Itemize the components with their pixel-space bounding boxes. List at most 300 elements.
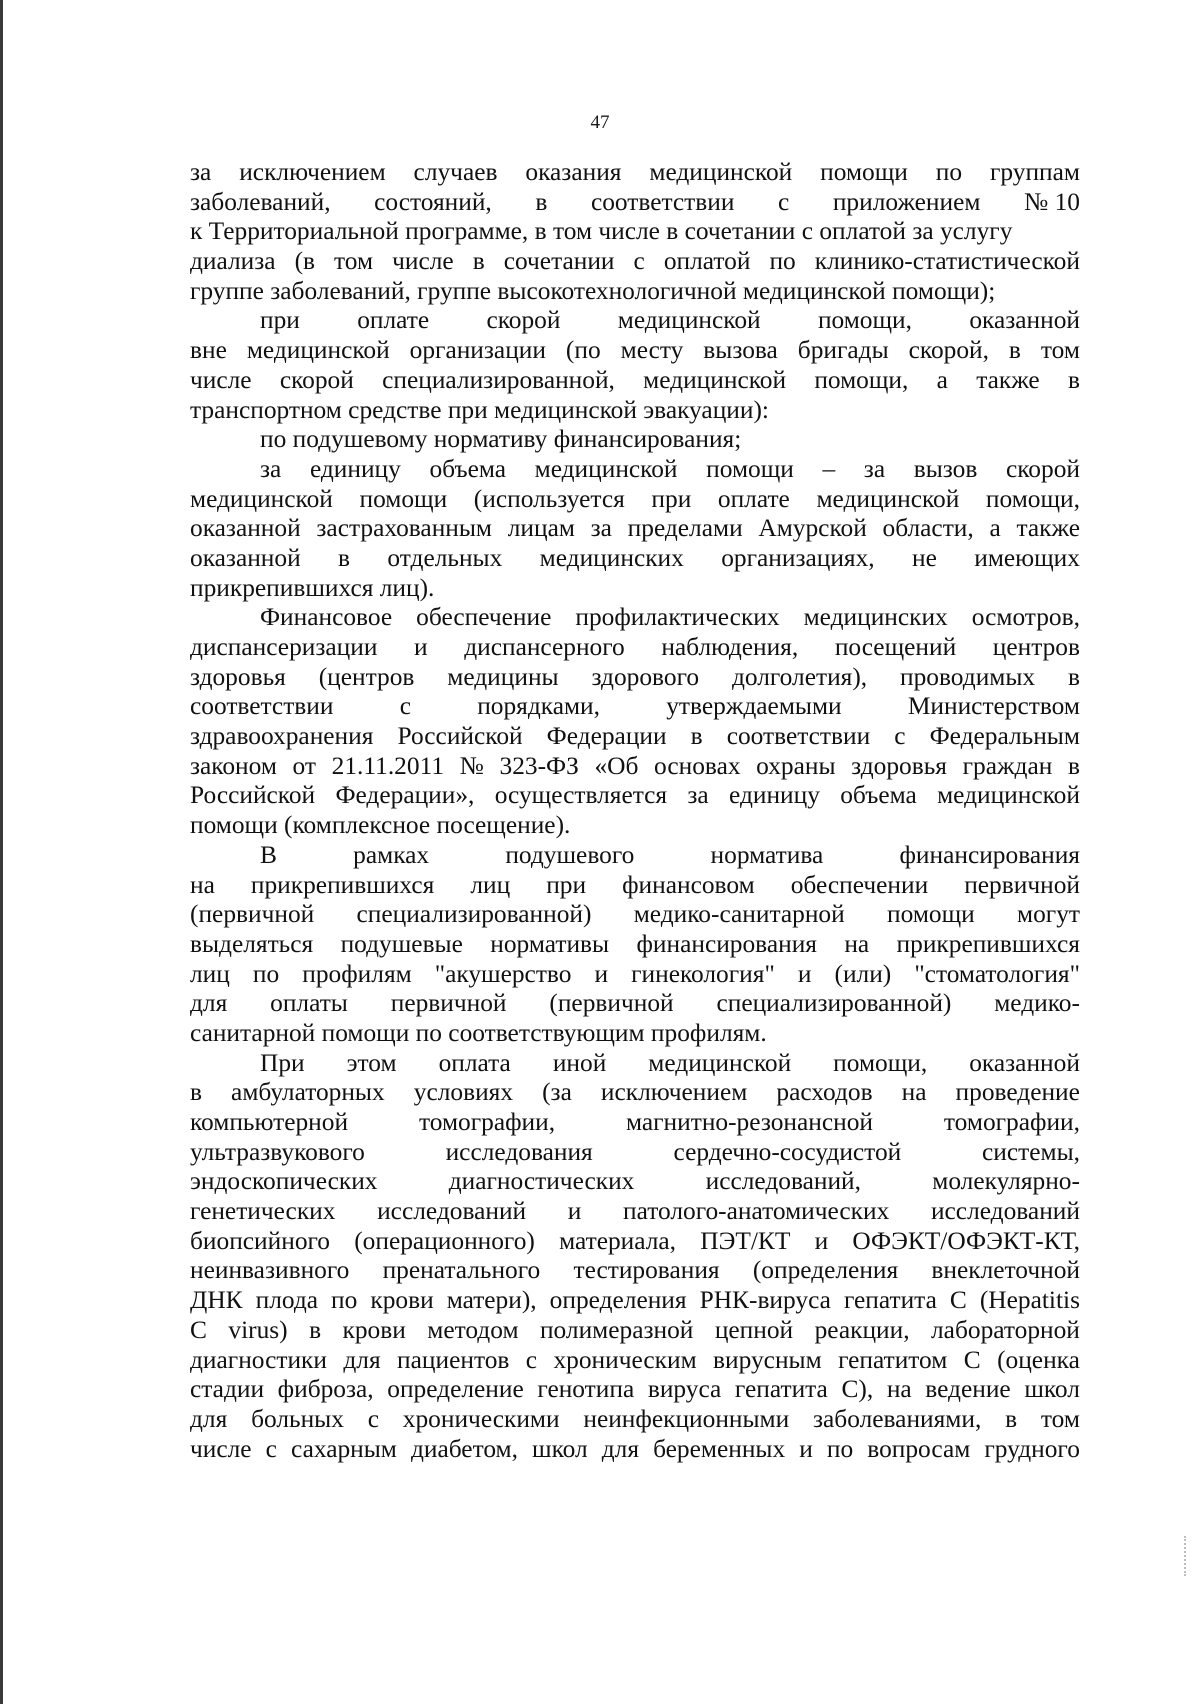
word: в — [472, 247, 485, 276]
word: медицинской — [643, 365, 787, 394]
word: на — [190, 870, 215, 899]
word: "стоматология" — [914, 959, 1080, 988]
word: вопросам — [867, 1434, 971, 1463]
word: "акушерство — [434, 959, 572, 988]
word: неинвазивного — [190, 1256, 350, 1285]
word: сердечно-сосудистой — [673, 1137, 902, 1166]
word: отдельных — [387, 543, 503, 572]
word: иной — [552, 1048, 607, 1077]
word: обеспечении — [790, 870, 929, 899]
text-line: к Территориальной программе, в том числе в сочетании с оплатой за услугу — [190, 217, 1013, 246]
word: организации — [409, 336, 546, 365]
word: по — [252, 959, 280, 988]
word: помощи — [887, 900, 975, 929]
word: вне — [190, 336, 227, 365]
word: числе — [392, 247, 454, 276]
word: скорой, — [908, 336, 989, 365]
word: области, — [882, 514, 974, 543]
word: также — [1016, 514, 1080, 543]
word: в — [1008, 336, 1021, 365]
word: вызова — [703, 336, 778, 365]
word: подушевые — [340, 929, 463, 958]
word: (оценка — [997, 1345, 1080, 1374]
text-line — [190, 366, 1080, 396]
text-line — [190, 1078, 1080, 1108]
word: в — [1005, 1404, 1018, 1433]
word: объема — [840, 781, 917, 810]
word: могут — [1017, 900, 1080, 929]
word: ПЭТ/КТ — [700, 1226, 791, 1255]
word: пределами — [627, 514, 743, 543]
word: условиях — [413, 1078, 514, 1107]
word: исследований, — [705, 1167, 861, 1196]
word: в — [1067, 365, 1080, 394]
text-line — [190, 930, 1080, 960]
text-line — [190, 722, 1080, 752]
text-line: санитарной помощи по соответствующим профилям. — [190, 1018, 767, 1047]
word: бригады — [797, 336, 889, 365]
word: (операционного) — [354, 1226, 535, 1255]
word: медицинских — [539, 543, 684, 572]
word: цепной — [714, 1315, 794, 1344]
word: рамках — [353, 840, 430, 869]
word: медицинской — [246, 336, 390, 365]
word: финансирования — [899, 840, 1080, 869]
word: заболеваний, — [190, 187, 331, 216]
word: для — [601, 1434, 640, 1463]
word: генотипа — [537, 1375, 635, 1404]
scan-edge-line — [0, 0, 3, 1704]
word: соответствии — [190, 692, 334, 721]
word: определение — [387, 1375, 524, 1404]
word: Финансовое — [260, 603, 393, 632]
word: помощи, — [833, 1048, 928, 1077]
page-number: 47 — [590, 112, 610, 133]
text-line: прикрепившихся лиц). — [190, 573, 435, 602]
word: гепатита — [734, 1375, 828, 1404]
word: подушевого — [505, 840, 635, 869]
word: группам — [989, 158, 1080, 186]
word: диабетом, — [410, 1434, 518, 1463]
word: вирусным — [713, 1345, 822, 1374]
word: в — [190, 1078, 202, 1107]
word: Российской — [190, 781, 316, 810]
text-line — [190, 544, 1080, 574]
word: хроническим — [553, 1345, 697, 1374]
word: имеющих — [974, 543, 1080, 572]
word: помощи — [820, 158, 908, 186]
text-line — [190, 633, 1080, 663]
word: ведение — [925, 1375, 1011, 1404]
word: том — [1040, 1404, 1080, 1433]
word: посещений — [834, 633, 957, 661]
word: и — [814, 1226, 829, 1255]
word: Федерации — [546, 722, 667, 751]
word: исключением — [600, 1078, 748, 1107]
word: исследований — [930, 1197, 1080, 1226]
word: компьютерной — [190, 1108, 349, 1136]
word: исследований — [377, 1197, 527, 1226]
word: скорой — [279, 365, 354, 394]
word: том — [334, 247, 374, 276]
word: 21.11.2011 — [331, 751, 445, 780]
word: крови — [370, 1286, 434, 1315]
word: объема — [429, 454, 507, 483]
word: и — [567, 1197, 582, 1226]
word: за — [260, 454, 282, 483]
text-line: по подушевому нормативу финансирования; — [260, 425, 742, 454]
word: С — [949, 1286, 967, 1315]
text-line — [190, 781, 1080, 811]
word: за — [863, 454, 886, 483]
word: соответствии — [726, 722, 871, 751]
word: пренатального — [382, 1256, 541, 1285]
word: соответствии — [590, 187, 735, 216]
word: стадии — [190, 1375, 265, 1404]
word: – — [822, 454, 836, 483]
word: с — [777, 187, 790, 216]
word: здоровья — [190, 662, 286, 691]
word: и — [799, 1434, 813, 1463]
word: эндоскопических — [190, 1167, 378, 1196]
word: организациях, — [721, 543, 875, 572]
word: от — [292, 751, 317, 780]
margin-scan-mark — [1184, 1536, 1188, 1576]
word: медицинской — [649, 158, 793, 186]
word: тестирования — [573, 1256, 720, 1285]
text-line — [190, 247, 1080, 277]
word: скорой — [1005, 454, 1080, 483]
word: исключением — [239, 158, 386, 186]
text-line — [190, 692, 1080, 722]
word: (или) — [834, 959, 892, 988]
word: числе — [190, 1434, 252, 1463]
word: медицинской — [190, 484, 333, 513]
word: Российской — [397, 722, 523, 751]
word: фиброза, — [277, 1375, 374, 1404]
word: С — [963, 1345, 981, 1374]
text-line — [190, 1286, 1080, 1316]
word: (Hepatitis — [979, 1286, 1080, 1315]
word: месту — [620, 336, 684, 365]
word: для — [190, 989, 228, 1018]
word: с — [894, 722, 906, 751]
word: а — [989, 514, 1001, 543]
word: диагностических — [448, 1167, 635, 1196]
text-line: транспортном средстве при медицинской эвакуации): — [190, 395, 769, 424]
word: вируса — [647, 1375, 722, 1404]
word: с — [633, 247, 645, 276]
word: лиц — [190, 959, 230, 988]
text-line — [190, 752, 1080, 782]
word: РНК-вируса — [699, 1286, 831, 1315]
word: гепатита — [843, 1286, 937, 1315]
word: биопсийного — [190, 1226, 330, 1255]
word: осуществляется — [494, 781, 668, 810]
word: школ — [532, 1434, 588, 1463]
word: центров — [992, 633, 1080, 661]
word: Федеральным — [929, 722, 1080, 751]
word: в — [1067, 751, 1080, 780]
word: лицам — [507, 514, 575, 543]
text-line — [190, 1138, 1080, 1168]
word: исследования — [445, 1137, 593, 1166]
word: реакции, — [814, 1315, 910, 1344]
word: долголетия), — [731, 662, 868, 691]
text-line — [190, 1167, 1080, 1197]
text-line — [190, 514, 1080, 544]
word: том — [1040, 336, 1080, 365]
word: При — [260, 1048, 305, 1077]
word: в — [309, 1315, 322, 1344]
text-line — [190, 306, 1080, 336]
word: 323-ФЗ — [499, 751, 579, 780]
text-line — [190, 663, 1080, 693]
word: № — [459, 751, 484, 780]
word: наблюдения, — [661, 633, 799, 661]
word: финансирования — [636, 929, 817, 958]
word: оплате — [357, 306, 430, 335]
word: порядками, — [477, 692, 600, 721]
text-line — [190, 1108, 1080, 1138]
word: ДНК — [190, 1286, 243, 1315]
word: осмотров, — [971, 603, 1080, 632]
word: сахарным — [290, 1434, 397, 1463]
word: профилактических — [575, 603, 780, 632]
text-line — [190, 989, 1080, 1019]
word: лабораторной — [931, 1315, 1080, 1344]
word: оказанной — [190, 514, 301, 543]
text-line: группе заболеваний, группе высокотехнологичной медицинской помощи); — [190, 276, 996, 305]
document-body — [190, 158, 1080, 1464]
word: для — [190, 1404, 228, 1433]
word: случаев — [413, 158, 498, 186]
word: (центров — [318, 662, 415, 691]
word: расходов — [776, 1078, 873, 1107]
word: медицинской — [648, 1048, 792, 1077]
word: за — [190, 158, 212, 186]
word: медицинской — [534, 454, 678, 483]
word: в — [690, 722, 703, 751]
word: помощи, — [817, 306, 912, 335]
word: с — [525, 1345, 538, 1374]
word: диализа — [190, 247, 276, 276]
word: томографии, — [418, 1108, 556, 1136]
text-line — [190, 1435, 1080, 1465]
text-line — [190, 485, 1080, 515]
word: на — [901, 1078, 927, 1107]
text-line — [190, 1346, 1080, 1376]
word: молекулярно- — [932, 1167, 1080, 1196]
text-line — [190, 960, 1080, 990]
word: Министерством — [907, 692, 1080, 721]
word: методом — [427, 1315, 519, 1344]
word: медицинской — [617, 306, 761, 335]
word: оплатой — [663, 247, 751, 276]
text-line — [190, 336, 1080, 366]
word: заболеваниями, — [813, 1404, 982, 1433]
word: этом — [346, 1048, 397, 1077]
word: медицинской — [816, 484, 960, 513]
word: и — [414, 633, 428, 661]
word: помощи, — [814, 365, 909, 394]
word: диагностики — [190, 1345, 327, 1374]
word: первичной — [390, 989, 507, 1018]
word: С), — [841, 1375, 874, 1404]
word: гепатитом — [838, 1345, 948, 1374]
word: системы, — [982, 1137, 1080, 1166]
word: оказанной — [969, 306, 1080, 335]
word: (используется — [473, 484, 625, 513]
word: в — [1067, 662, 1080, 691]
word: помощи — [359, 484, 448, 513]
word: virus) — [228, 1315, 288, 1344]
text-line — [190, 841, 1080, 871]
word: на — [844, 929, 870, 958]
word: по — [826, 1434, 854, 1463]
word: (первичной — [190, 900, 315, 929]
word: ультразвукового — [190, 1137, 365, 1166]
word: сочетании — [503, 247, 615, 276]
word: проводимых — [900, 662, 1036, 691]
word: за — [590, 514, 612, 543]
word: медико- — [994, 989, 1080, 1018]
word: единицу — [309, 454, 401, 483]
word: гинекология" — [631, 959, 775, 988]
word: по — [769, 247, 796, 276]
text-line — [190, 1227, 1080, 1257]
word: амбулаторных — [231, 1078, 385, 1107]
word: единицу — [729, 781, 820, 810]
word: генетических — [190, 1197, 336, 1226]
word: по — [935, 158, 963, 186]
word: а — [936, 365, 948, 394]
word: хроническими — [402, 1404, 560, 1433]
word: школ — [1024, 1375, 1080, 1404]
word: обеспечение — [416, 603, 552, 632]
text-line — [190, 1316, 1080, 1346]
word: лиц — [470, 870, 511, 899]
word: финансовом — [622, 870, 755, 899]
word: плода — [255, 1286, 319, 1315]
word: больных — [251, 1404, 344, 1433]
word: также — [976, 365, 1040, 394]
word: профилям — [302, 959, 412, 988]
word: оплате — [717, 484, 790, 513]
word: диспансеризации — [190, 633, 378, 661]
word: по — [331, 1286, 358, 1315]
word: внеклеточной — [931, 1256, 1080, 1285]
word: диспансерного — [464, 633, 625, 661]
text-line — [190, 603, 1080, 633]
text-line: помощи (комплексное посещение). — [190, 811, 571, 840]
text-line — [190, 188, 1080, 218]
text-line — [190, 158, 1080, 188]
word: для — [343, 1345, 381, 1374]
word: Федерации», — [335, 781, 475, 810]
word: матери), — [446, 1286, 537, 1315]
word: C — [190, 1315, 207, 1344]
word: пациентов — [397, 1345, 510, 1374]
word: (в — [294, 247, 316, 276]
word: Амурской — [758, 514, 867, 543]
word: проведение — [955, 1078, 1080, 1107]
word: скорой — [486, 306, 561, 335]
word: помощи, — [985, 484, 1080, 513]
word: специализированной) — [716, 989, 952, 1018]
word: магнитно-резонансной — [625, 1108, 873, 1136]
word: томографии, — [943, 1108, 1080, 1136]
word: здравоохранения — [190, 722, 374, 751]
word: медицины — [447, 662, 559, 691]
word: «Об — [594, 751, 639, 780]
word: числе — [190, 365, 252, 394]
text-line — [190, 1256, 1080, 1286]
word: основах — [654, 751, 741, 780]
word: медико-санитарной — [633, 900, 845, 929]
word: крови — [342, 1315, 406, 1344]
word: медицинской — [937, 781, 1080, 810]
word: при — [260, 306, 300, 335]
word: и — [797, 959, 812, 988]
word: здоровья — [851, 751, 947, 780]
word: с — [265, 1434, 277, 1463]
text-line — [190, 455, 1080, 485]
text-line — [190, 871, 1080, 901]
word: прикрепившихся — [896, 929, 1080, 958]
word: за — [687, 781, 709, 810]
word: клинико-статистической — [814, 247, 1080, 276]
word: (по — [565, 336, 601, 365]
word: (определения — [752, 1256, 899, 1285]
word: неинфекционными — [583, 1404, 790, 1433]
word: специализированной, — [382, 365, 615, 394]
word: специализированной) — [356, 900, 592, 929]
word: В — [260, 840, 277, 869]
word: № 10 — [1024, 187, 1080, 216]
word: с — [399, 692, 411, 721]
word: грудного — [984, 1434, 1080, 1463]
text-line — [190, 1049, 1080, 1079]
word: первичной — [964, 870, 1080, 899]
word: выделяться — [190, 929, 314, 958]
word: законом — [190, 751, 277, 780]
word: с — [367, 1404, 379, 1433]
word: в — [535, 187, 548, 216]
word: оказанной — [969, 1048, 1080, 1077]
word: не — [912, 543, 937, 572]
word: граждан — [962, 751, 1053, 780]
word: при — [546, 870, 587, 899]
word: прикрепившихся — [250, 870, 435, 899]
word: при — [651, 484, 692, 513]
word: материала, — [559, 1226, 677, 1255]
word: охраны — [756, 751, 836, 780]
text-line — [190, 1197, 1080, 1227]
word: и — [594, 959, 609, 988]
word: (за — [542, 1078, 572, 1107]
word: оказанной — [190, 543, 301, 572]
word: помощи — [706, 454, 794, 483]
word: ОФЭКТ/ОФЭКТ-КТ, — [852, 1226, 1080, 1255]
word: застрахованным — [316, 514, 492, 543]
word: оплата — [438, 1048, 511, 1077]
text-line — [190, 900, 1080, 930]
word: беременных — [653, 1434, 786, 1463]
word: приложением — [832, 187, 981, 216]
word: определения — [549, 1286, 687, 1315]
word: патолого-анатомических — [623, 1197, 890, 1226]
